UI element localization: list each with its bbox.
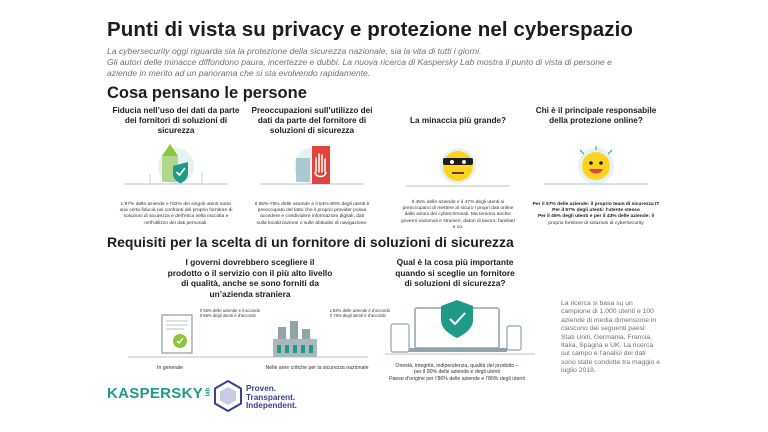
methodology-note: La ricerca si basa su un campione di 1.000 utenti e 100 aziende di media dimensione in ciascuno dei seguenti paesi: Stati Uniti, Germania, Francia, Italia, Spagna e UK. La ricerca sul campo e l’analisi dei dati sono state condotte tra maggio e luglio 2018. — [561, 300, 660, 375]
body-line: accedere e condividere informazioni digitali, dati — [259, 214, 365, 220]
body-line: Per il 57% degli utenti: l’utente stesso — [552, 208, 640, 214]
shield-check-icon — [110, 142, 242, 194]
caption-line: Onestà, integrità, indipendenza, qualità del prodotto – — [395, 363, 519, 369]
body-line: governi nazionali e stranieri, datori di lavoro, familiari — [401, 218, 515, 224]
body-line: Per il 45% degli utenti e per il 43% delle aziende: il — [537, 214, 655, 220]
body-line: sulla localizzazione o sulle abitudini di navigazione. — [256, 220, 368, 226]
page-title: Punti di vista su privacy e protezione nel cyberspazio — [107, 18, 634, 41]
hexagon-badge-icon — [214, 380, 242, 412]
column-trust — [110, 106, 242, 227]
logo-suffix: lab — [205, 387, 212, 397]
body-line: Il 65%-78% delle aziende e il 54%-80% degli utenti è — [254, 202, 370, 207]
column-responsibility — [530, 106, 662, 227]
column-concerns — [246, 106, 378, 227]
note-general — [200, 308, 260, 319]
column-title: Fiducia nell’uso dei dati da parte dei fornitori di soluzioni di sicurezza — [112, 106, 240, 135]
section-heading-people: Cosa pensano le persone — [107, 84, 307, 102]
caption-line: Paese d’origine per l’86% delle aziende e l’80% degli utenti — [389, 375, 525, 382]
question-line: Qual è la cosa più importante — [396, 257, 514, 267]
column-body — [110, 202, 242, 227]
body-line: e co. — [452, 224, 464, 230]
intro-line: La cybersecurity oggi riguarda sia la protezione della sicurezza nazionale, sia la vita di tutti i giorni. — [107, 46, 482, 56]
question-line: quando si sceglie un fornitore — [395, 267, 515, 278]
body-line: proprio fornitore di soluzioni di cybersecurity — [548, 220, 644, 226]
caption-important — [372, 363, 542, 382]
body-line: nell’utilizzo dei dati personali. — [144, 220, 208, 226]
question-line: prodotto o il servizio con il più alto livello — [167, 267, 333, 278]
question-line: un’azienda straniera — [209, 288, 291, 299]
column-threat — [392, 106, 524, 231]
question-line: di soluzioni di sicurezza? — [404, 278, 506, 288]
column-title: La minaccia più grande? — [410, 116, 506, 125]
note-line: Il 66% degli utenti è d’accordo — [200, 313, 256, 319]
body-line: L’87% delle aziende e l’82% dei singoli utenti nutre — [121, 202, 231, 207]
caption-line: per il 90% delle aziende e degli utenti — [414, 369, 500, 376]
body-line: una certa fiducia nei confronti del proprio fornitore di — [119, 208, 233, 214]
body-line: dalle azioni dei cybercriminali. Ma temono anche: — [404, 212, 512, 218]
badge-line: Transparent. — [246, 392, 296, 402]
masked-face-icon — [392, 142, 524, 194]
badge-line: Independent. — [246, 401, 297, 411]
badge-text — [246, 385, 297, 411]
stop-hand-icon — [246, 142, 378, 194]
devices-shield-illustration — [385, 296, 535, 358]
question-line: I governi dovrebbero scegliere il — [185, 257, 315, 267]
body-line: Per il 57% delle aziende: il proprio team di sicurezza IT — [532, 202, 660, 207]
note-line: L’82% delle aziende è d’accordo — [330, 308, 391, 313]
column-body — [530, 202, 662, 227]
column-title: Preoccupazioni sull’utilizzo dei dati da parte del fornitore di soluzioni di sicurezza — [251, 106, 373, 135]
body-line: Il 45% delle aziende e il 47% degli utenti si — [411, 200, 505, 205]
column-title: Chi è il principale responsabile della protezione online? — [535, 106, 657, 125]
intro-line: Gli autori delle minacce diffondono paura, incertezze e dubbi. La nuova ricerca di Kaspersky Lab mostra il punto di vista di persone e — [107, 57, 612, 67]
column-body — [392, 200, 524, 231]
column-body — [246, 202, 378, 227]
caption-critical: Nelle aree critiche per la sicurezza nazionale — [265, 365, 369, 371]
caption-general: In generale — [157, 365, 183, 371]
body-line: soluzioni di sicurezza e dell’etica nella raccolta e — [123, 214, 229, 220]
question-line: di qualità, anche se sono forniti da — [181, 278, 319, 288]
note-critical — [330, 308, 390, 319]
smiley-icon — [530, 142, 662, 194]
logo-text: KASPERSKY — [107, 385, 204, 402]
section-heading-requirements: Requisiti per la scelta di un fornitore di soluzioni di sicurezza — [107, 234, 514, 250]
body-line: preoccupano di mettere al sicuro i propri dati online — [402, 206, 514, 212]
kaspersky-logo — [107, 385, 213, 402]
intro-text — [107, 46, 667, 79]
intro-line: aziende in merito ad un panorama che si sta evolvendo rapidamente. — [107, 68, 371, 78]
question-government — [150, 257, 350, 299]
note-line: Il 55% delle aziende e il accordo — [200, 308, 261, 313]
question-important — [380, 257, 530, 289]
badge-line: Proven. — [246, 384, 277, 393]
note-line: Il 76% degli utenti è d’accordo — [330, 313, 386, 319]
body-line: preoccupato del fatto che il proprio provider possa — [257, 208, 367, 214]
